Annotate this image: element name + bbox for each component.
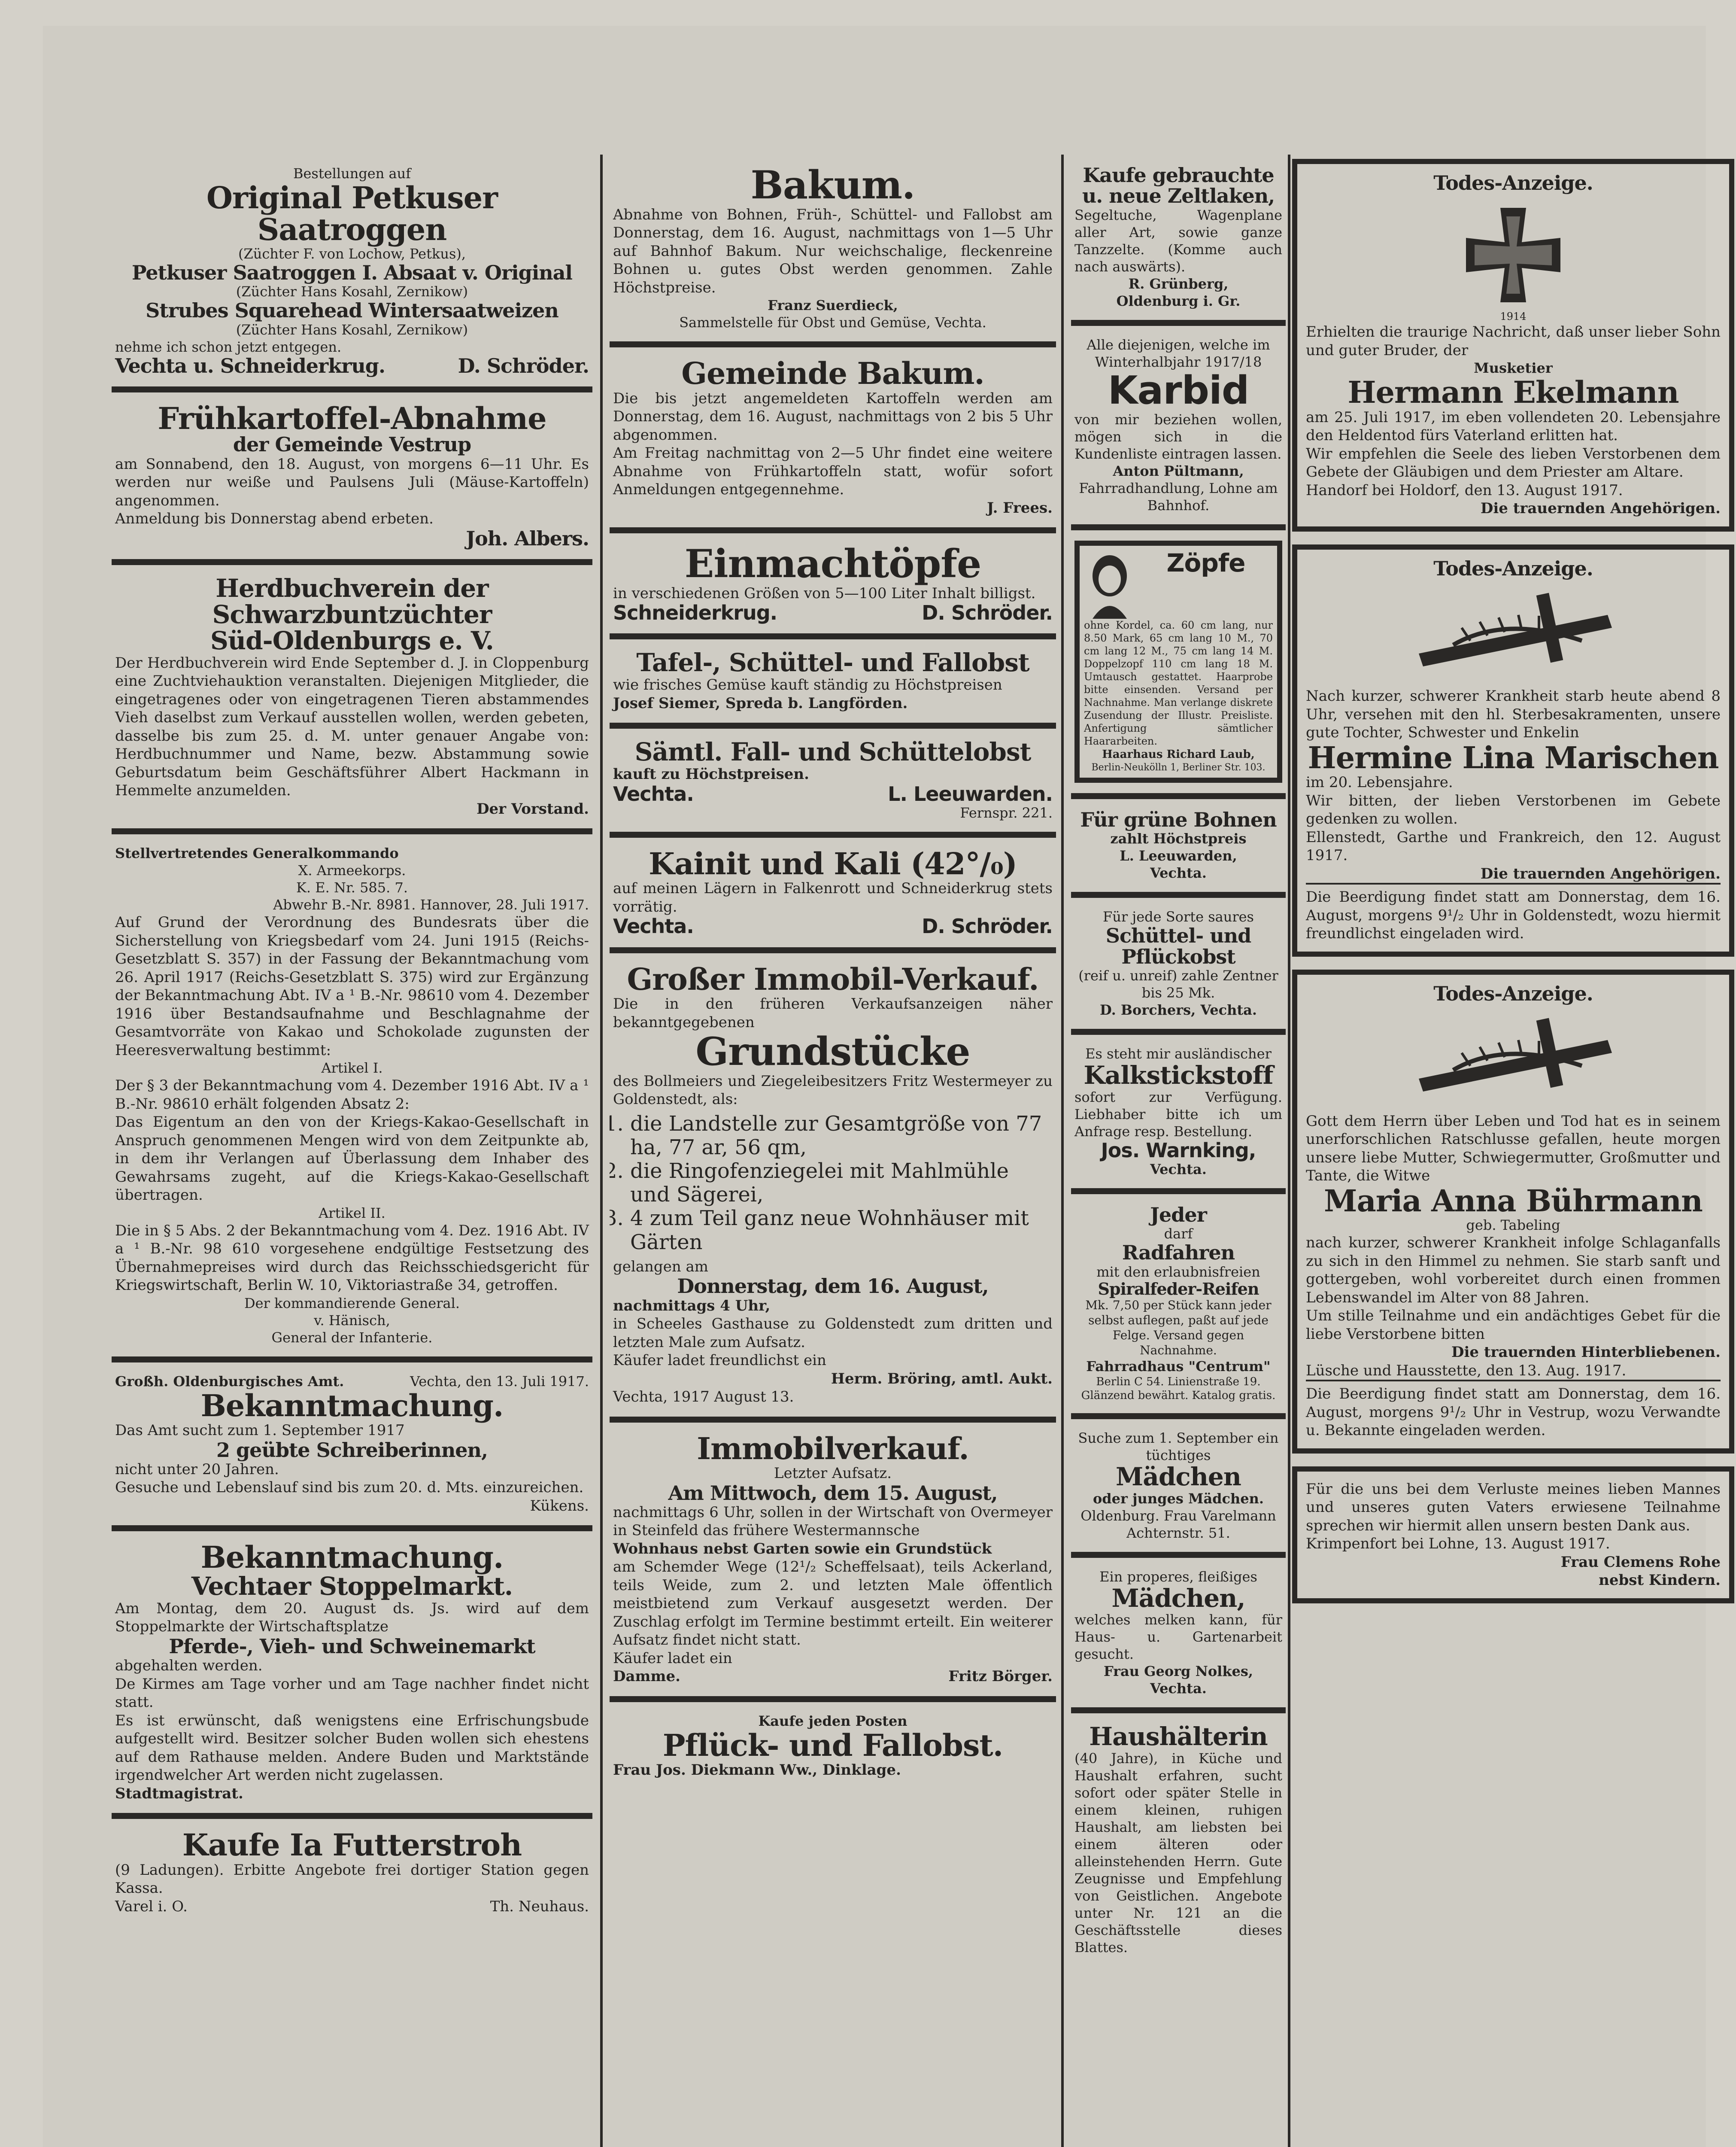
ad-schuettelobst <box>1071 898 1286 1035</box>
ad-sign: Oldenburg i. Gr. <box>1116 292 1241 309</box>
ad-place: Vechta. <box>613 782 694 806</box>
ad-name: Th. Neuhaus. <box>490 1898 589 1915</box>
notice-body: im 20. Lebensjahre. <box>1306 774 1453 791</box>
ad-title: Pflück- und Fallobst. <box>662 1727 1003 1763</box>
ad-title: Petkuser Saatroggen I. Absaat v. Original <box>131 261 573 284</box>
ad-title: Bakum. <box>750 162 915 208</box>
notice-title: Todes-Anzeige. <box>1433 557 1593 580</box>
notice-body: am 25. Juli 1917, im eben vollendeten 20. Lebensjahre den Heldentod fürs Vaterland erlitten hat. <box>1306 408 1721 444</box>
notice-burial: Die Beerdigung findet statt am Donnerstag, dem 16. August, morgens 9¹/₂ Uhr in Goldenstedt, wozu hiermit freundlichst eingeladen wird. <box>1306 883 1721 943</box>
ad-sign: Frau Georg Nolkes, <box>1104 1663 1253 1680</box>
column-1 <box>112 155 592 2147</box>
ad-body: Die in § 5 Abs. 2 der Bekanntmachung vom 4. Dez. 1916 Abt. IV a ¹ B.-Nr. 98 610 vorgesehene endgültige Festsetzung des Übernahmepreises wird durch das Reichsschiedsgericht für Kriegswirtschaft, Berlin W. 10, Viktoriastraße 34, getroffen. <box>115 1222 589 1294</box>
ad-sign: v. Hänisch, <box>314 1312 390 1329</box>
ad-kainit <box>610 838 1056 953</box>
ad-immobil-verkauf <box>610 953 1056 1423</box>
notice-body: Wir empfehlen die Seele des lieben Verstorbenen dem Gebete der Gläubigen und dem Priester am Altare. <box>1306 445 1721 481</box>
notice-rank: Musketier <box>1474 360 1553 377</box>
ad-saatroggen <box>112 155 592 392</box>
ad-sign: Berlin C 54. Linienstraße 19. Glänzend bewährt. Katalog gratis. <box>1081 1375 1276 1402</box>
ad-sign: Joh. Albers. <box>466 526 589 550</box>
ad-time: nachmittags 4 Uhr, <box>613 1297 771 1314</box>
ad-title: Tafel-, Schüttel- und Fallobst <box>636 648 1029 678</box>
ad-body: wie frisches Gemüse kauft ständig zu Höchstpreisen <box>613 676 1002 694</box>
ad-sign: Frau Jos. Diekmann Ww., Dinklage. <box>613 1761 901 1779</box>
ad-pre: Suche zum 1. September ein tüchtiges <box>1078 1429 1279 1463</box>
ad-body: auf meinen Lägern in Falkenrott und Schneiderkrug stets vorrätig. <box>613 880 1053 915</box>
ad-title: Immobilverkauf. <box>697 1430 969 1466</box>
ad-title: Haushälterin <box>1089 1722 1268 1752</box>
notice-sign: Die trauernden Angehörigen. <box>1480 865 1721 882</box>
ad-place: Schneiderkrug. <box>613 601 777 624</box>
ad-body: Käufer ladet freundlichst ein <box>613 1352 826 1369</box>
ad-body: in Scheeles Gasthause zu Goldenstedt zum dritten und letzten Male zum Aufsatz. <box>613 1315 1053 1351</box>
ad-sign: Oldenburg. Frau Varelmann <box>1080 1507 1276 1524</box>
column-4 <box>1292 155 1734 2147</box>
deceased-name: Hermann Ekelmann <box>1348 374 1679 411</box>
cross-year: 1914 <box>1500 310 1527 323</box>
column-2 <box>610 155 1056 2147</box>
list-item: 2. die Ringofenziegelei mit Mahlmühle und Sägerei, <box>630 1159 1053 1207</box>
ad-body: Die bis jetzt angemeldeten Kartoffeln werden am Donnerstag, dem 16. August, nachmittags von 2 bis 5 Uhr abgenommen. <box>613 389 1053 444</box>
ad-sub: (Züchter Hans Kosahl, Zernikow) <box>236 321 468 338</box>
ad-sign: Haarhaus Richard Laub, <box>1102 748 1255 761</box>
ad-body: nehme ich schon jetzt entgegen. <box>115 338 342 355</box>
ad-title: Kaufe gebrauchte u. neue Zeltlaken, <box>1082 164 1275 208</box>
ad-title: Frühkartoffel-Abnahme <box>158 400 546 436</box>
ad-highlight: Wohnhaus nebst Garten sowie ein Grundstück <box>613 1540 992 1557</box>
ad-title: Strubes Squarehead Wintersaatweizen <box>146 299 558 322</box>
ad-sign: Fahrradhaus "Centrum" <box>1086 1358 1271 1375</box>
ad-title: Gemeinde Bakum. <box>681 356 984 391</box>
ad-body: (9 Ladungen). Erbitte Angebote frei dortiger Station gegen Kassa. <box>115 1861 589 1897</box>
notice-body: nach kurzer, schwerer Krankheit infolge Schlaganfalls zu sich in den Himmel zu nehmen. Sie starb sanft und gottergeben, wohl vorbereitet durch einen frommen Lebenswandel im Alter von 88 Jahren. <box>1306 1234 1721 1306</box>
ad-name: L. Leeuwarden. <box>888 782 1053 806</box>
ad-title: Süd-Oldenburgs e. V. <box>210 626 494 655</box>
ad-body: De Kirmes am Tage vorher und am Tage nachher findet nicht statt. <box>115 1675 589 1711</box>
ad-body: oder junges Mädchen. <box>1093 1490 1264 1507</box>
notice-body: Wir bitten, der lieben Verstorbenen im Gebete gedenken zu wollen. <box>1306 792 1721 828</box>
ad-sign: D. Borchers, Vechta. <box>1099 1001 1257 1018</box>
deceased-name: Hermine Lina Marischen <box>1308 739 1719 775</box>
column-rule <box>600 155 603 2147</box>
ad-sign: J. Frees. <box>987 499 1053 517</box>
ad-sign: Josef Siemer, Spreda b. Langförden. <box>613 694 908 712</box>
ad-body: mit den erlaubnisfreien <box>1096 1263 1260 1280</box>
ad-sign: Franz Suerdieck, <box>768 297 898 313</box>
ad-sub: (Züchter F. von Lochow, Petkus), <box>238 246 466 262</box>
ad-title: Sämtl. Fall- und Schüttelobst <box>634 737 1031 767</box>
ad-place: Varel i. O. <box>115 1898 188 1915</box>
ad-haushaelterin <box>1071 1713 1286 1966</box>
ad-sign: Vechta. <box>1150 865 1207 882</box>
ad-body: nachmittags 6 Uhr, sollen in der Wirtschaft von Overmeyer in Steinfeld das frühere Westermannsche <box>613 1503 1053 1539</box>
ad-immobilverkauf <box>610 1423 1056 1702</box>
ad-zoepfe <box>1071 530 1286 799</box>
notice-place: Handorf bei Holdorf, den 13. August 1917. <box>1306 481 1623 499</box>
ad-body: (reif u. unreif) zahle Zentner bis 25 Mk. <box>1078 967 1278 1001</box>
ad-article: Artikel I. <box>321 1060 383 1077</box>
cross-with-palm-icon <box>1402 589 1625 675</box>
ad-pre: Es steht mir ausländischer <box>1085 1045 1272 1062</box>
cross-with-palm-icon <box>1402 1014 1625 1100</box>
column-3 <box>1071 155 1286 2147</box>
ad-sign: Vechta. <box>1150 1161 1207 1178</box>
list-item: 3. 4 zum Teil ganz neue Wohnhäuser mit Gärten <box>630 1207 1053 1254</box>
ad-title: Karbid <box>1108 368 1249 413</box>
ad-body: in verschiedenen Größen von 5—100 Liter Inhalt billigst. <box>613 584 1036 602</box>
ad-body: Es ist erwünscht, daß wenigstens eine Erfrischungsbude aufgestellt wird. Besitzer solcher Buden wollen sich ehestens auf dem Rathause melden. Andere Buden und Marktstände irgendwelcher Art werden nicht zugelassen. <box>115 1712 589 1784</box>
ad-place: Vechta. <box>613 915 694 938</box>
notice-place: Krimpenfort bei Lohne, 13. August 1917. <box>1306 1535 1610 1553</box>
ad-sign: Der kommandierende General. <box>244 1295 460 1311</box>
ad-body: (40 Jahre), in Küche und Haushalt erfahren, sucht sofort oder später Stelle in einem kleinen, ruhigen Haushalt, am liebsten bei einem älteren oder alleinstehenden Herrn. Gute Zeugnisse und Empfehlung von Geistlichen. Angebote unter Nr. 121 an die Geschäftsstelle dieses Blattes. <box>1074 1750 1282 1956</box>
ad-body: des Bollmeiers und Ziegeleibesitzers Fritz Westermeyer zu Goldenstedt, als: <box>613 1072 1053 1108</box>
ad-body: zahlt Höchstpreis <box>1110 830 1247 847</box>
ad-body: kauft zu Höchstpreisen. <box>613 766 809 783</box>
notice-sign: Die trauernden Hinterbliebenen. <box>1451 1344 1721 1361</box>
ad-pre: Für jede Sorte saures <box>1103 909 1254 925</box>
notice-sub: geb. Tabeling <box>1466 1217 1560 1234</box>
ad-body: Der § 3 der Bekanntmachung vom 4. Dezember 1916 Abt. IV a ¹ B.-Nr. 98610 erhält folgenden Absatz 2: <box>115 1077 589 1113</box>
ad-title: Einmachtöpfe <box>684 541 981 587</box>
ad-maedchen-2 <box>1071 1558 1286 1714</box>
ad-head: K. E. Nr. 585. 7. <box>296 879 408 896</box>
ad-sign: Herm. Bröring, amtl. Aukt. <box>831 1370 1053 1387</box>
ad-sign: Fahrradhandlung, Lohne am Bahnhof. <box>1079 480 1278 514</box>
ad-einmachtoepfe <box>610 533 1056 639</box>
death-notice-2 <box>1292 544 1734 957</box>
ad-pre: Alle diejenigen, welche im Winterhalbjahr 1917/18 <box>1087 336 1270 370</box>
ad-title: Kaufe Ia Futterstroh <box>182 1827 522 1863</box>
ad-body: Gesuche und Lebenslauf sind bis zum 20. d. Mts. einzureichen. <box>115 1479 584 1496</box>
notice-sign: nebst Kindern. <box>1599 1572 1721 1589</box>
ad-pre: darf <box>1164 1226 1193 1242</box>
ad-title: Bekanntmachung. <box>200 1539 504 1575</box>
ad-body: Die in den früheren Verkaufsanzeigen näher bekanntgegebenen <box>613 995 1053 1031</box>
ad-pre: Kaufe jeden Posten <box>758 1712 907 1729</box>
ad-body: Mk. 7,50 per Stück kann jeder selbst auflegen, paßt auf jede Felge. Versand gegen Nachnahme. <box>1085 1298 1272 1357</box>
ad-pre: Jeder <box>1150 1203 1207 1227</box>
ad-body: Am Montag, dem 20. August ds. Js. wird auf dem Stoppelmarkte der Wirtschaftsplatze <box>115 1600 589 1636</box>
notice-body: Gott dem Herrn über Leben und Tod hat es in seinem unerforschlichen Ratschlusse gefallen, heute morgen unsere liebe Mutter, Schwiegermutter, Großmutter und Tante, die Witwe <box>1306 1112 1721 1185</box>
ad-highlight: 2 geübte Schreiberinnen, <box>216 1438 488 1462</box>
ad-bakum <box>610 155 1056 347</box>
ad-sign: Sammelstelle für Obst und Gemüse, Vechta. <box>679 314 986 331</box>
ad-sign: Kükens. <box>530 1497 589 1514</box>
ad-body: ohne Kordel, ca. 60 cm lang, nur 8.50 Mark, 65 cm lang 10 M., 70 cm lang 12 M., 75 cm lang 14 M. Doppelzopf 110 cm lang 18 M. Umtausch gestattet. Haarprobe bitte einsenden. Versand per Nachnahme. Man verlange diskrete Zusendung der Illustr. Preisliste. Anfertigung sämtlicher Haararbeiten. <box>1084 619 1273 748</box>
ad-phone: Fernspr. 221. <box>960 804 1053 821</box>
notice-body: Erhielten die traurige Nachricht, daß unser lieber Sohn und guter Bruder, der <box>1306 323 1721 359</box>
ad-amt <box>112 1362 592 1532</box>
ad-futterstroh <box>112 1819 592 1926</box>
ad-body: Anmeldung bis Donnerstag abend erbeten. <box>115 510 434 528</box>
ad-herdbuch <box>112 565 592 834</box>
ad-title: der Gemeinde Vestrup <box>233 433 471 456</box>
ad-radfahren <box>1071 1194 1286 1419</box>
ad-sign: Der Vorstand. <box>476 800 589 818</box>
ad-place: Damme. <box>613 1668 680 1685</box>
ad-body: Das Eigentum an den von der Kriegs-Kakao-Gesellschaft in Anspruch genommenen Mengen wird von dem Zeitpunkte ab, in dem ihr Verlangen auf Überlassung dem Inhaber des Gewahrsams zugeht, auf die Kriegs-Kakao-Gesellschaft übertragen. <box>115 1113 589 1204</box>
ad-zeltlaken <box>1071 155 1286 326</box>
woman-portrait-icon <box>1084 550 1135 619</box>
ad-pflueckobst <box>610 1702 1056 1790</box>
notice-burial: Die Beerdigung findet statt am Donnerstag, dem 16. August, morgens 9¹/₂ Uhr in Vestrup, wozu Verwandte u. Bekannte eingeladen werden. <box>1306 1380 1721 1440</box>
ad-gruene-bohnen <box>1071 799 1286 898</box>
ad-sign: Anton Pültmann, <box>1113 463 1244 480</box>
death-notice-3 <box>1292 970 1734 1454</box>
column-rule <box>1061 155 1064 2147</box>
ad-gemeinde-bakum <box>610 347 1056 533</box>
ad-date: Vechta, 1917 August 13. <box>613 1388 794 1406</box>
ad-vestrup <box>112 392 592 565</box>
ad-place: Vechta u. Schneiderkrug. <box>115 354 385 377</box>
ad-article: Artikel II. <box>319 1204 385 1221</box>
property-list <box>630 1112 1053 1254</box>
ad-body: sofort zur Verfügung. Liebhaber bitte ich um Anfrage resp. Bestellung. <box>1074 1089 1282 1140</box>
ad-date: Vechta, den 13. Juli 1917. <box>410 1373 589 1390</box>
ad-tafelobst <box>610 639 1056 729</box>
notice-place: Lüsche und Hausstette, den 13. Aug. 1917. <box>1306 1362 1627 1379</box>
ad-body: welches melken kann, für Haus- u. Gartenarbeit gesucht. <box>1074 1612 1282 1663</box>
ad-kalkstickstoff <box>1071 1035 1286 1194</box>
ad-sign: Jos. Warnking, <box>1101 1138 1256 1162</box>
deceased-name: Maria Anna Bührmann <box>1324 1183 1703 1219</box>
column-rule <box>1288 155 1290 2147</box>
ad-body: abgehalten werden. <box>115 1657 263 1675</box>
newspaper-page <box>43 26 1721 2147</box>
ad-fallobst <box>610 729 1056 838</box>
ad-sign: Berlin-Neukölln 1, Berliner Str. 103. <box>1091 762 1266 773</box>
ad-name: D. Schröder. <box>458 354 589 377</box>
thanks-notice <box>1292 1466 1734 1603</box>
ad-body: nicht unter 20 Jahren. <box>115 1460 279 1478</box>
ad-stoppelmarkt <box>112 1531 592 1819</box>
notice-place: Ellenstedt, Garthe und Frankreich, den 12. August 1917. <box>1306 828 1721 864</box>
ad-title: Herdbuchverein der Schwarzbuntzüchter <box>212 573 492 629</box>
notice-sign: Die trauernden Angehörigen. <box>1480 500 1721 517</box>
ad-body: Am Freitag nachmittag von 2—5 Uhr findet eine weitere Abnahme von Frühkartoffeln statt, wofür sofort Anmeldungen entgegennehme. <box>613 444 1053 498</box>
ad-sign: R. Grünberg, <box>1128 275 1229 292</box>
ad-karbid <box>1071 326 1286 531</box>
ad-body: von mir beziehen wollen, mögen sich in die Kundenliste eintragen lassen. <box>1074 411 1282 462</box>
ad-name: Fritz Börger. <box>948 1668 1053 1685</box>
notice-title: Todes-Anzeige. <box>1433 982 1593 1005</box>
ad-title: Schüttel- und Pflückobst <box>1105 924 1251 968</box>
ad-title: Spiralfeder-Reifen <box>1098 1279 1259 1299</box>
ad-body: am Sonnabend, den 18. August, von morgens 6—11 Uhr. Es werden nur weiße und Paulsens Juli (Mäuse-Kartoffeln) angenommen. <box>115 455 589 509</box>
ad-name: D. Schröder. <box>922 601 1053 624</box>
death-notice-1 <box>1292 159 1734 532</box>
ad-title: Mädchen <box>1116 1462 1241 1491</box>
ad-title: Vechtaer Stoppelmarkt. <box>191 1571 513 1601</box>
iron-cross-icon <box>1462 204 1565 307</box>
ad-body: gelangen am <box>613 1258 709 1275</box>
ad-sub: Letzter Aufsatz. <box>774 1465 892 1482</box>
ad-body: Das Amt sucht zum 1. September 1917 <box>115 1422 405 1439</box>
ad-title: Bekanntmachung. <box>200 1387 504 1423</box>
ad-body: Auf Grund der Verordnung des Bundesrats über die Sicherstellung von Kriegsbedarf vom 24. Juni 1915 (Reichs-Gesetzblatt S. 357) in der Fassung der Bekanntmachung vom 26. April 1917 (Reichs-Gesetzblatt S. 375) wird zur Ergänzung der Bekanntmachung Abt. IV a ¹ B.-Nr. 98610 vom 4. Dezember 1916 über Bestandsaufnahme und Beschlagnahme der Gesamtvorräte von Kakao und Schokolade zugunsten der Heeresverwaltung bestimmt: <box>115 914 589 1059</box>
ad-title: Kainit und Kali (42°/₀) <box>649 845 1017 882</box>
notice-body: Für die uns bei dem Verluste meines lieben Mannes und unseres guten Vaters erwiesene Teilnahme sprechen wir hiermit allen unsern besten Dank aus. <box>1306 1480 1721 1534</box>
list-item: 1. die Landstelle zur Gesamtgröße von 77 ha, 77 ar, 56 qm, <box>630 1112 1053 1159</box>
ad-title: Großer Immobil-Verkauf. <box>627 961 1039 997</box>
ad-sign: General der Infanterie. <box>271 1329 433 1346</box>
ad-highlight: Grundstücke <box>695 1029 970 1075</box>
notice-body: Nach kurzer, schwerer Krankheit starb heute abend 8 Uhr, versehen mit den hl. Sterbesakramenten, unsere gute Tochter, Schwester und Enkelin <box>1306 687 1721 742</box>
ad-name: D. Schröder. <box>922 915 1053 938</box>
ad-maedchen-1 <box>1071 1419 1286 1558</box>
ad-body: Segeltuche, Wagenplane aller Art, sowie ganze Tanzzelte. (Komme auch nach auswärts). <box>1074 207 1282 275</box>
ad-body: Der Herdbuchverein wird Ende September d. J. in Cloppenburg eine Zuchtviehauktion veranstalten. Diejenigen Mitglieder, die eingetragenes oder von eingetragenen Tieren abstammendes Vieh daselbst zum Verkauf ausstellen wollen, werden gebeten, dasselbe bis zum 25. d. M. unter genauer Angabe von: Herdbuchnummer und Name, bezw. Abstammung sowie Geburtsdatum beim Geschäftsführer Albert Hackmann in Hemmelte anzumelden. <box>115 654 589 800</box>
ad-pre: Bestellungen auf <box>293 165 411 182</box>
ad-pre: Ein properes, fleißiges <box>1099 1568 1257 1585</box>
ad-head: Stellvertretendes Generalkommando <box>115 845 399 862</box>
ad-sub: (Züchter Hans Kosahl, Zernikow) <box>236 283 468 300</box>
ad-sign: L. Leeuwarden, <box>1120 848 1237 864</box>
ad-sign: Vechta. <box>1150 1680 1207 1697</box>
ad-from: Großh. Oldenburgisches Amt. <box>115 1373 344 1390</box>
ad-body: Käufer ladet ein <box>613 1649 732 1667</box>
ad-date: Donnerstag, dem 16. August, <box>677 1274 989 1298</box>
notice-body: Um stille Teilnahme und ein andächtiges Gebet für die liebe Verstorbene bitten <box>1306 1307 1721 1343</box>
ad-date: Abwehr B.-Nr. 8981. Hannover, 28. Juli 1917. <box>273 897 589 913</box>
ad-body: am Schemder Wege (12¹/₂ Scheffelsaat), teils Ackerland, teils Weide, zum 2. und letzten Male öffentlich meistbietend zum Verkauf ausgesetzt werden. Der Zuschlag erfolgt im Termine bestimmt erteilt. Ein weiterer Aufsatz findet nicht statt. <box>613 1558 1053 1649</box>
notice-sign: Frau Clemens Rohe <box>1560 1553 1721 1571</box>
ad-title: Radfahren <box>1122 1241 1235 1265</box>
ad-highlight: Pferde-, Vieh- und Schweinemarkt <box>169 1634 535 1658</box>
ad-sign: Achternstr. 51. <box>1126 1524 1230 1541</box>
ad-title: Mädchen, <box>1111 1583 1245 1613</box>
ad-title: Original Petkuser Saatroggen <box>206 180 498 247</box>
ad-title: Für grüne Bohnen <box>1080 808 1277 832</box>
ad-body: Abnahme von Bohnen, Früh-, Schüttel- und Fallobst am Donnerstag, dem 16. August, nachmittags von 1—5 Uhr auf Bahnhof Bakum. Nur weichschalige, fleckenreine Bohnen u. gutes Obst werden genommen. Zahle Höchstpreise. <box>613 206 1053 296</box>
ad-sign: Stadtmagistrat. <box>115 1785 243 1802</box>
ad-title: Zöpfe <box>1166 548 1245 578</box>
ad-head: X. Armeekorps. <box>298 862 406 879</box>
ad-title: Kalkstickstoff <box>1083 1060 1273 1090</box>
ad-date: Am Mittwoch, dem 15. August, <box>668 1481 998 1505</box>
ad-kakao <box>112 834 592 1362</box>
notice-title: Todes-Anzeige. <box>1433 171 1593 195</box>
